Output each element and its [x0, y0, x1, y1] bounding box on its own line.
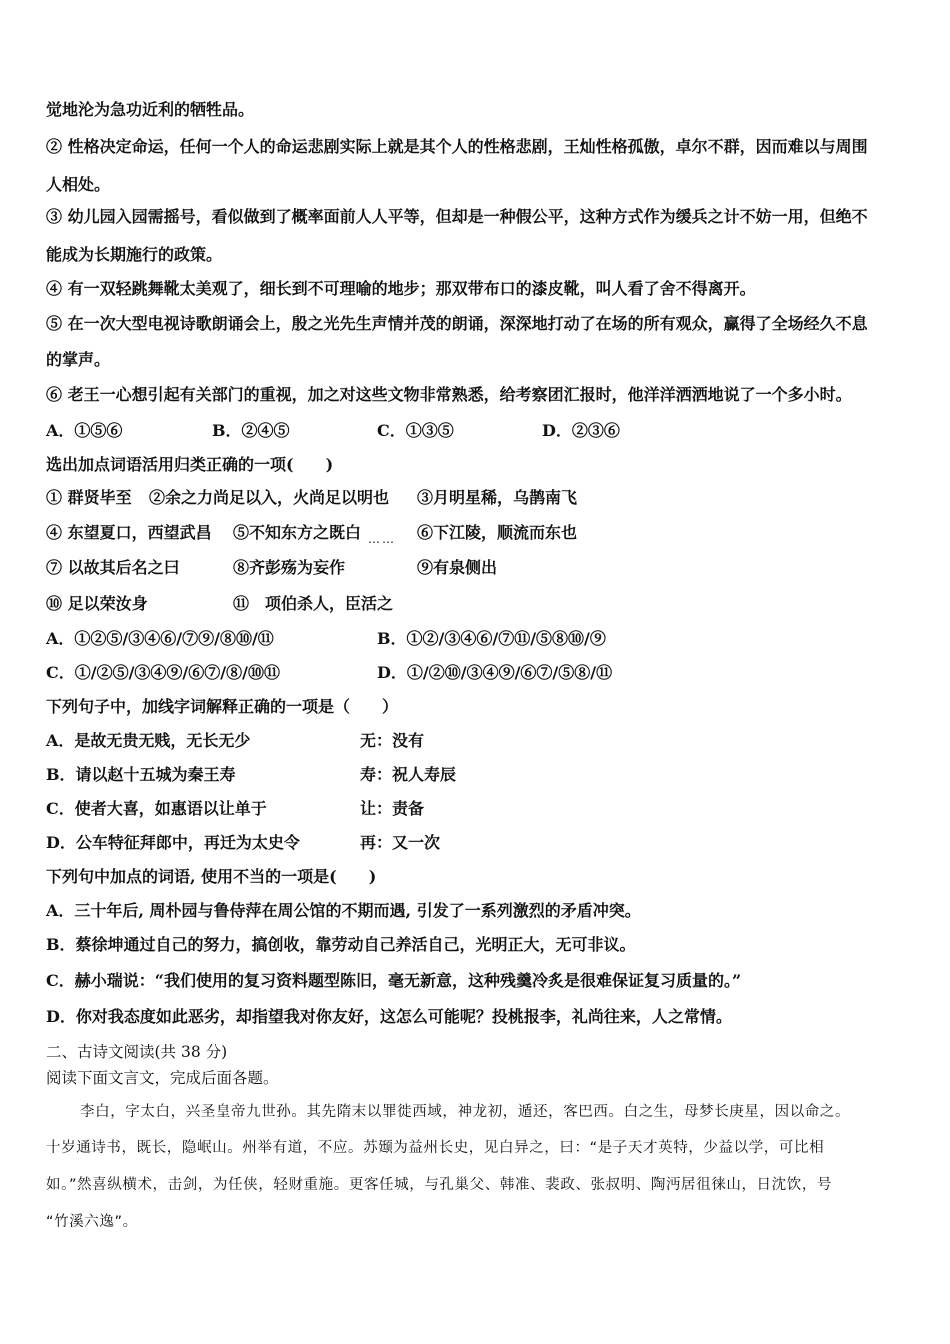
q2-item: ⑦ 以故其后名之曰: [46, 558, 180, 577]
q2-item: ③月明星稀，乌鹊南飞: [417, 488, 578, 507]
q3-option-b-sentence: B．请以赵十五城为秦王寿: [46, 765, 236, 784]
q2-option-c[interactable]: C．①/②⑤/③④⑨/⑥⑦/⑧/⑩⑪: [46, 663, 280, 682]
q2-item: ⑨有泉侧出: [417, 558, 498, 577]
q2-item: ④ 东望夏口，西望武昌: [46, 523, 212, 542]
passage-line: 李白，字太白，兴圣皇帝九世孙。其先隋末以罪徙西域，神龙初，遁还，客巴西。白之生，母梦长庚星，因以命之。: [80, 1104, 851, 1120]
q2-item: ⑥下江陵，顺流而东也: [417, 523, 578, 542]
passage-line: 十岁通诗书，既长，隐岷山。州举有道，不应。苏颋为益州长史，见白异之，曰：“是子天才英特，少益以学，可比相: [46, 1140, 825, 1156]
q3-option-a-definition: 无：没有: [360, 731, 425, 750]
q3-option-d-sentence: D．公车特征拜郎中，再迁为太史令: [46, 833, 300, 852]
section-instruction: 阅读下面文言文，完成后面各题。: [46, 1069, 279, 1087]
q2-item: ⑧齐彭殇为妄作: [233, 558, 346, 577]
passage-line: 如。”然喜纵横术，击剑，为任侠，轻财重施。更客任城，与孔巢父、韩准、裴政、张叔明、陶沔居徂徕山，日沈饮，号: [46, 1177, 833, 1193]
q1-option-a[interactable]: A．①⑤⑥: [46, 421, 123, 440]
q3-option-b[interactable]: [46, 765, 457, 785]
q2-item: ⑩ 足以荣汝身: [46, 594, 148, 613]
q3-option-c[interactable]: [46, 799, 425, 819]
q3-option-d-definition: 再：又一次: [360, 833, 441, 852]
emphasis-dots: ……: [368, 532, 396, 546]
text-line: ③ 幼儿园入园需摇号，看似做到了概率面前人人平等，但却是一种假公平，这种方式作为缓兵之计不妨一用，但绝不: [46, 207, 868, 226]
text-line: ② 性格决定命运，任何一个人的命运悲剧实际上就是其个人的性格悲剧，王灿性格孤傲，卓尔不群，因而难以与周围: [46, 137, 868, 156]
q2-item: ⑪ 项伯杀人，臣活之: [233, 594, 394, 613]
q4-option-a[interactable]: A．三十年后, 周朴园与鲁侍萍在周公馆的不期而遇, 引发了一系列激烈的矛盾冲突。: [46, 901, 641, 920]
text-line: ④ 有一双轻跳舞靴太美观了，细长到不可理喻的地步；那双带布口的漆皮靴，叫人看了舍不得离开。: [46, 279, 756, 298]
q4-stem: 下列句中加点的词语, 使用不当的一项是( ): [46, 867, 377, 886]
q2-option-d[interactable]: D．①/②⑩/③④⑨/⑥⑦/⑤⑧/⑪: [377, 663, 613, 682]
q2-item: ⑤不知东方之既白: [233, 523, 362, 542]
q2-stem: 选出加点词语活用归类正确的一项( ): [46, 455, 334, 474]
text-line: 人相处。: [46, 175, 111, 194]
q3-stem: 下列句子中，加线字词解释正确的一项是（ ）: [46, 697, 399, 716]
q3-option-c-sentence: C．使者大喜，如惠语以让单于: [46, 799, 267, 818]
q4-option-c[interactable]: C．赫小瑞说：“我们使用的复习资料题型陈旧，毫无新意，这种残羹冷炙是很难保证复习质量的。”: [46, 971, 742, 990]
q1-option-b[interactable]: B．②④⑤: [212, 421, 290, 440]
text-line: 能成为长期施行的政策。: [46, 245, 223, 264]
text-line: ⑤ 在一次大型电视诗歌朗诵会上，殷之光先生声情并茂的朗诵，深深地打动了在场的所有观众，赢得了全场经久不息: [46, 314, 868, 333]
text-line: 觉地沦为急功近利的牺牲品。: [46, 100, 255, 119]
q4-option-b[interactable]: B．蔡徐坤通过自己的努力，搞创收，靠劳动自己养活自己，光明正大，无可非议。: [46, 935, 636, 954]
q3-option-a-sentence: A．是故无贵无贱，无长无少: [46, 731, 251, 750]
text-line: 的掌声。: [46, 350, 111, 369]
q2-item: ① 群贤毕至: [46, 488, 132, 507]
section-title: 二、古诗文阅读(共 38 分): [46, 1043, 228, 1061]
q4-option-d[interactable]: D．你对我态度如此恶劣，却指望我对你友好，这怎么可能呢？投桃报李，礼尚往来，人之常情。: [46, 1007, 732, 1026]
q3-option-d[interactable]: [46, 833, 441, 853]
q2-option-a[interactable]: A．①②⑤/③④⑥/⑦⑨/⑧⑩/⑪: [46, 629, 274, 648]
q1-option-c[interactable]: C．①③⑤: [377, 421, 454, 440]
q3-option-b-definition: 寿：祝人寿辰: [360, 765, 457, 784]
q2-item: ②余之力尚足以入，火尚足以明也: [149, 488, 390, 507]
q3-option-c-definition: 让：责备: [360, 799, 425, 818]
q3-option-a[interactable]: [46, 731, 425, 751]
text-line: ⑥ 老王一心想引起有关部门的重视，加之对这些文物非常熟悉，给考察团汇报时，他洋洋洒洒地说了一个多小时。: [46, 385, 852, 404]
passage-line: “竹溪六逸”。: [46, 1214, 138, 1230]
q2-option-b[interactable]: B．①②/③④⑥/⑦⑪/⑤⑧⑩/⑨: [377, 629, 606, 648]
q1-option-d[interactable]: D．②③⑥: [542, 421, 620, 440]
